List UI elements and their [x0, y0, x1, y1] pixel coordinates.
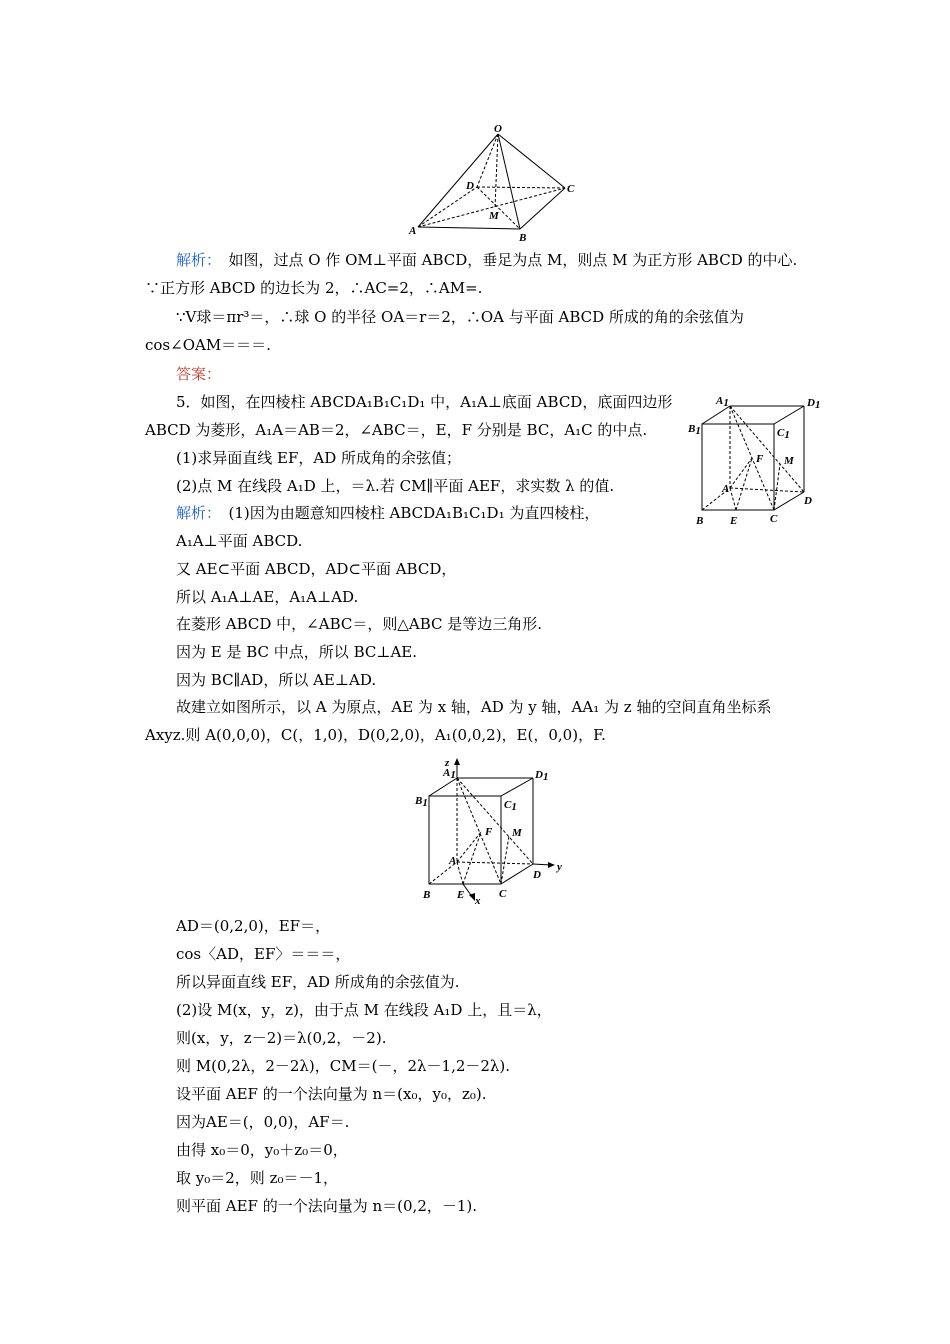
analysis1-line1: 解析： 如图，过点 O 作 OM⊥平面 ABCD，垂足为点 M，则点 M 为正方形 ABCD 的中心. [176, 251, 798, 269]
label-M: M [512, 827, 522, 839]
analysis2-line8: 故建立如图所示，以 A 为原点，AE 为 x 轴，AD 为 y 轴，AA₁ 为 z 轴的空间直角坐标系 [176, 698, 772, 716]
analysis1-line3: ∵V球＝πr³＝，∴球 O 的半径 OA＝r＝2，∴OA 与平面 ABCD 所成的角的余弦值为 [176, 308, 744, 326]
label-E: E [457, 889, 465, 901]
analysis1-line2: ∵正方形 ABCD 的边长为 2，∴AC=2，∴AM=. [145, 279, 483, 297]
q5-line4: (2)点 M 在线段 A₁D 上，＝λ.若 CM∥平面 AEF，求实数 λ 的值. [176, 477, 615, 495]
label-B: B [423, 889, 431, 901]
q5-line2: ABCD 为菱形，A₁A＝AB＝2，∠ABC＝，E，F 分别是 BC，A₁C 的中点. [145, 421, 648, 439]
analysis2-line9: Axyz.则 A(0,0,0)，C(，1,0)，D(0,2,0)，A₁(0,0,2)，E(，0,0)，F. [145, 726, 606, 744]
axis-z-label: z [445, 758, 450, 769]
label-C1: C1 [777, 427, 790, 441]
label-E: E [730, 515, 738, 527]
analysis2-line5: 在菱形 ABCD 中，∠ABC＝，则△ABC 是等边三角形. [176, 615, 543, 633]
label-O: O [494, 123, 502, 135]
label-A: A [449, 855, 457, 867]
label-M: M [489, 210, 499, 222]
analysis2-line7: 因为 BC∥AD，所以 AE⊥AD. [176, 671, 377, 689]
solution-line7: 设平面 AEF 的一个法向量为 n＝(x₀，y₀，z₀). [176, 1085, 487, 1103]
q5-line1: 5．如图，在四棱柱 ABCDA₁B₁C₁D₁ 中，A₁A⊥底面 ABCD，底面四边形 [176, 393, 673, 411]
solution-line2: cos〈AD，EF〉＝＝＝， [176, 945, 351, 963]
label-B1: B1 [688, 423, 701, 437]
analysis2-line2: A₁A⊥平面 ABCD. [176, 532, 303, 550]
solution-line10: 取 y₀＝2，则 z₀＝－1， [176, 1169, 339, 1187]
label-D: D [533, 869, 541, 881]
axis-y-label: y [557, 861, 562, 873]
label-F: F [485, 826, 493, 838]
answer-label: 答案： [176, 365, 222, 383]
label-C1: C1 [504, 799, 517, 813]
solution-line3: 所以异面直线 EF，AD 所成角的余弦值为. [176, 973, 460, 991]
analysis2-line6: 因为 E 是 BC 中点，所以 BC⊥AE. [176, 643, 418, 661]
label-A1: A1 [716, 395, 729, 409]
solution-line5: 则(x，y，z－2)＝λ(0,2，－2). [176, 1029, 387, 1047]
label-A1: A1 [443, 767, 456, 781]
analysis2-line1: 解析： (1)因为由题意知四棱柱 ABCDA₁B₁C₁D₁ 为直四棱柱， [176, 504, 600, 522]
label-M: M [784, 455, 794, 467]
analysis1-line4: cos∠OAM＝＝＝. [145, 336, 271, 354]
prism-figure [688, 392, 828, 532]
label-C: C [770, 513, 778, 525]
pyramid-figure [405, 122, 590, 242]
analysis-label: 解析： [176, 251, 214, 269]
analysis-label: 解析： [176, 504, 214, 522]
label-B: B [519, 232, 527, 242]
axis-x-label: x [475, 895, 481, 907]
label-A: A [722, 483, 730, 495]
label-D1: D1 [535, 769, 549, 783]
analysis2-line4: 所以 A₁A⊥AE，A₁A⊥AD. [176, 588, 359, 606]
solution-line11: 则平面 AEF 的一个法向量为 n＝(0,2，－1). [176, 1197, 478, 1215]
solution-line6: 则 M(0,2λ，2－2λ)，CM＝(－，2λ－1,2－2λ). [176, 1057, 511, 1075]
solution-line1: AD＝(0,2,0)，EF＝， [176, 917, 331, 935]
label-D: D [804, 495, 812, 507]
solution-line8: 因为AE＝(，0,0)，AF＝. [176, 1113, 350, 1131]
label-A: A [409, 225, 417, 237]
label-B: B [696, 515, 704, 527]
solution-line9: 由得 x₀＝0，y₀＋z₀＝0， [176, 1141, 348, 1159]
label-D1: D1 [807, 397, 821, 411]
solution-line4: (2)设 M(x，y，z)，由于点 M 在线段 A₁D 上，且＝λ， [176, 1001, 552, 1019]
label-B1: B1 [415, 795, 428, 809]
label-C: C [567, 183, 575, 195]
label-D: D [466, 180, 474, 192]
q5-line3: (1)求异面直线 EF，AD 所成角的余弦值； [176, 449, 462, 467]
analysis2-line3: 又 AE⊂平面 ABCD，AD⊂平面 ABCD， [176, 560, 457, 578]
label-F: F [756, 453, 764, 465]
label-C: C [499, 888, 507, 900]
coordinate-prism-figure [415, 758, 575, 908]
